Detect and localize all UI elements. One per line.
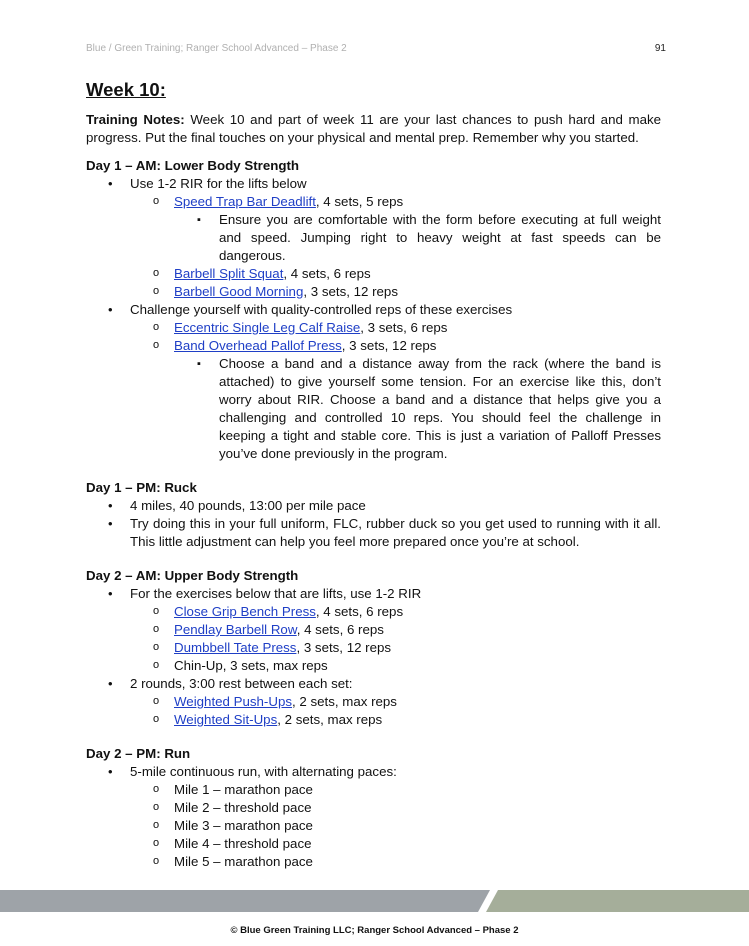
footer-copyright: © Blue Green Training LLC; Ranger School Advanced – Phase 2 <box>230 925 519 936</box>
list-item <box>86 763 661 871</box>
list-item <box>86 693 661 711</box>
speed-trap-bar-deadlift-link[interactable]: Speed Trap Bar Deadlift <box>174 194 316 209</box>
training-notes-text: Week 10 and part of week 11 are your last chances to push hard and make progress. Put the final touches on your physical and mental prep. Remember why you started. <box>86 112 662 145</box>
mile-item: o Mile 5 – marathon pace <box>86 853 661 871</box>
list-item <box>86 175 661 301</box>
day1-pm-title: Day 1 – PM: Ruck <box>86 480 197 495</box>
mile-item: o Mile 3 – marathon pace <box>86 817 661 835</box>
list-item <box>86 337 661 463</box>
training-notes-label: Training Notes: <box>86 112 185 127</box>
training-notes <box>86 111 661 147</box>
mile-item: o Mile 1 – marathon pace <box>86 781 661 799</box>
list-item <box>86 603 661 621</box>
note-item: ▪ Ensure you are comfortable with the form before executing at full weight and speed. Jumping right to heavy weight at fast speeds can be dangerous. <box>86 211 661 265</box>
exercise-detail: , 3 sets, 12 reps <box>296 640 392 655</box>
barbell-good-morning-link[interactable]: Barbell Good Morning <box>174 284 304 299</box>
list-item <box>86 639 661 657</box>
bullet-text: 2 rounds, 3:00 rest between each set: <box>130 676 353 691</box>
exercise-detail: , 4 sets, 6 reps <box>283 266 371 281</box>
bullet-text: 5-mile continuous run, with alternating paces: <box>130 764 397 779</box>
list-item <box>86 621 661 639</box>
page-header <box>86 43 666 59</box>
exercise-detail: , 3 sets, 6 reps <box>360 320 448 335</box>
list-item <box>86 283 661 301</box>
footer-decorative-bar <box>0 890 749 912</box>
mile-item: o Mile 4 – threshold pace <box>86 835 661 853</box>
bullet-text: Challenge yourself with quality-controlled reps of these exercises <box>130 302 513 317</box>
list-item: • 4 miles, 40 pounds, 13:00 per mile pace <box>86 497 661 515</box>
list-item: o Chin-Up, 3 sets, max reps <box>86 657 661 675</box>
exercise-detail: , 2 sets, max reps <box>292 694 397 709</box>
header-title: Blue / Green Training; Ranger School Advanced – Phase 2 <box>86 43 347 54</box>
pendlay-barbell-row-link[interactable]: Pendlay Barbell Row <box>174 622 297 637</box>
note-item: ▪ Choose a band and a distance away from the rack (where the band is attached) to give yourself some tension. For an exercise like this, don’t worry about RIR. Choose a band and a distance that helps give you a challenging and controlled 10 reps. You should feel the challenge in keeping a tight and stable core. This is just a variation of Palloff Presses you’ve done previously in the program. <box>86 355 661 463</box>
day1-am-title: Day 1 – AM: Lower Body Strength <box>86 158 300 173</box>
day2-am-title: Day 2 – AM: Upper Body Strength <box>86 568 299 583</box>
list-item <box>86 711 661 729</box>
exercise-detail: , 3 sets, 12 reps <box>341 338 437 353</box>
mile-item: o Mile 2 – threshold pace <box>86 799 661 817</box>
day1-pm-section <box>86 479 661 551</box>
footer-green-band <box>486 890 749 912</box>
week-title: Week 10: <box>86 79 166 100</box>
page-number: 91 <box>654 43 666 54</box>
document-body <box>86 78 661 871</box>
exercise-detail: , 3 sets, 12 reps <box>303 284 398 299</box>
list-item <box>86 319 661 337</box>
day2-am-section <box>86 567 661 729</box>
list-item <box>86 301 661 463</box>
footer-gray-band <box>0 890 490 912</box>
eccentric-single-leg-calf-raise-link[interactable]: Eccentric Single Leg Calf Raise <box>174 320 361 335</box>
bullet-text: For the exercises below that are lifts, use 1-2 RIR <box>130 586 422 601</box>
list-item <box>86 585 661 675</box>
list-item: • Try doing this in your full uniform, FLC, rubber duck so you get used to running with it all. This little adjustment can help you feel more prepared once you’re at school. <box>86 515 661 551</box>
barbell-split-squat-link[interactable]: Barbell Split Squat <box>174 266 284 281</box>
list-item <box>86 265 661 283</box>
list-item <box>86 193 661 265</box>
band-overhead-pallof-press-link[interactable]: Band Overhead Pallof Press <box>174 338 342 353</box>
weighted-push-ups-link[interactable]: Weighted Push-Ups <box>174 694 293 709</box>
list-item <box>86 675 661 729</box>
exercise-detail: , 2 sets, max reps <box>277 712 383 727</box>
day2-pm-title: Day 2 – PM: Run <box>86 746 191 761</box>
day1-am-section <box>86 157 661 463</box>
dumbbell-tate-press-link[interactable]: Dumbbell Tate Press <box>174 640 297 655</box>
day2-pm-section <box>86 745 661 871</box>
bullet-text: Use 1-2 RIR for the lifts below <box>130 176 307 191</box>
exercise-detail: , 4 sets, 5 reps <box>315 194 404 209</box>
exercise-detail: , 4 sets, 6 reps <box>296 622 384 637</box>
exercise-detail: , 4 sets, 6 reps <box>315 604 404 619</box>
weighted-sit-ups-link[interactable]: Weighted Sit-Ups <box>174 712 278 727</box>
close-grip-bench-press-link[interactable]: Close Grip Bench Press <box>174 604 316 619</box>
